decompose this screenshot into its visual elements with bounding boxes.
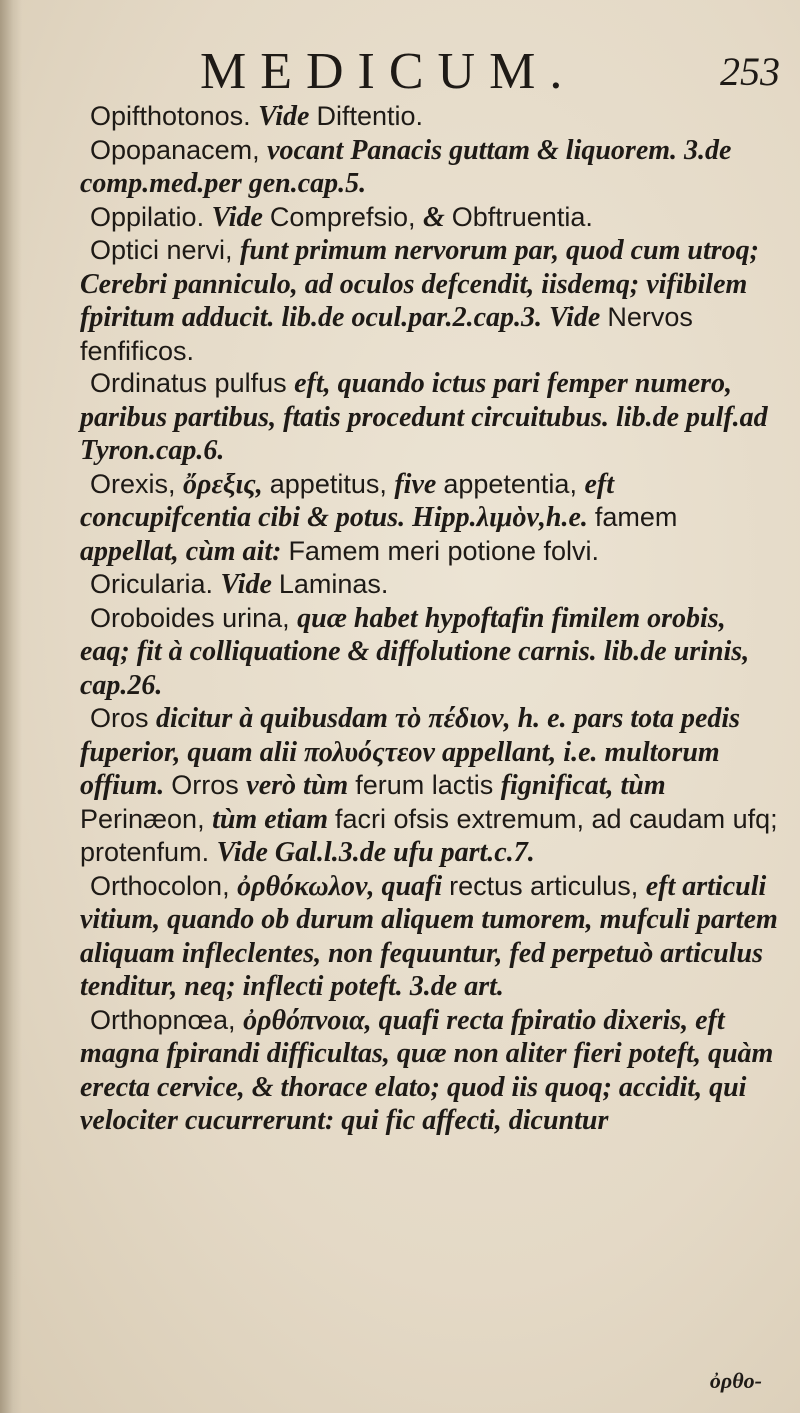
dictionary-entry xyxy=(80,100,780,134)
entry-headword: Oricularia. xyxy=(90,569,221,599)
entry-headword: Oros xyxy=(90,703,157,733)
entry-headword: Oroboides urina, xyxy=(90,602,298,633)
entry-headword: Orexis, xyxy=(90,468,184,499)
dictionary-entries xyxy=(80,96,780,1138)
entry-text: fignificat, tùm xyxy=(500,770,666,801)
entry-headword: Orthocolon, xyxy=(90,870,238,901)
entry-text: famem xyxy=(594,502,678,532)
page-number: 253 xyxy=(720,49,780,94)
entry-headword: Opifthotonos. xyxy=(90,101,259,131)
entry-text: eft articuli vitium, quando ob durum aliquem tumorem, mufculi partem aliquam infleclentes, non fequuntur, fed perpetuò articulus tenditur, neq; inflecti poteft. 3.de art. xyxy=(80,870,778,1002)
entry-text: eft concupifcentia cibi & potus. Hipp.λιμὸν,h.e. xyxy=(80,468,614,533)
entry-text: tùm etiam xyxy=(212,803,335,835)
entry-headword: Opopanacem, xyxy=(90,134,268,165)
dictionary-entry xyxy=(80,870,780,1004)
entry-text: ὀρθόπνοια, quafi recta fpiratio dixeris, eft magna fpirandi difficultas, quæ non aliter fieri poteft, quàm erecta cervice, & thorace elato; quod iis quoq; accidit, qui velociter cucurrerunt: qui fic affecti, dicuntur xyxy=(80,1004,774,1136)
dictionary-entry xyxy=(80,468,780,569)
entry-text: Vide xyxy=(258,101,317,132)
entry-text: Vide Gal.l.3.de ufu part.c.7. xyxy=(216,837,535,868)
entry-text: ferum lactis xyxy=(355,770,501,800)
entry-text: Comprefsio, xyxy=(269,201,423,232)
entry-text: Laminas. xyxy=(278,569,389,599)
dictionary-entry xyxy=(80,134,780,201)
catchword: ὀρθο- xyxy=(709,1368,762,1393)
entry-text: Vide xyxy=(211,201,270,233)
entry-text: Obftruentia. xyxy=(451,201,593,232)
page-spine-shadow xyxy=(0,0,22,1413)
entry-text: appellat, cùm ait: xyxy=(80,535,289,567)
entry-text: five xyxy=(394,468,444,500)
entry-text: dicitur à quibusdam τὸ πέδιον, h. e. pars tota pedis fuperior, quam alii πολυόςτεον appellant, i.e. multorum offium. xyxy=(80,703,741,801)
entry-text: verò tùm xyxy=(246,770,356,801)
page-header xyxy=(200,42,780,102)
running-head: MEDICUM. xyxy=(200,43,577,100)
entry-headword: Ordinatus pulfus xyxy=(90,368,295,398)
entry-text: Diftentio. xyxy=(316,101,424,131)
entry-text: Nervos fenfificos. xyxy=(80,302,693,366)
entry-text: eft, quando ictus pari femper numero, paribus partibus, ftatis procedunt circuitubus. lib.de pulf.ad Tyron.cap.6. xyxy=(80,368,768,466)
entry-text: ὄρεξις, xyxy=(183,468,270,500)
entry-text: Vide xyxy=(220,569,279,600)
dictionary-entry xyxy=(80,602,780,703)
entry-text: Famem meri potione folvi. xyxy=(288,535,600,566)
entry-text: appetentia, xyxy=(443,468,585,499)
entry-text: & xyxy=(422,201,452,233)
entry-text: facri ofsis extremum, ad caudam ufq; protenfum. xyxy=(80,803,778,867)
entry-headword: Optici nervi, xyxy=(90,235,241,265)
dictionary-entry xyxy=(80,234,780,367)
entry-text: ὀρθόκωλον, quafi xyxy=(237,870,450,902)
entry-headword: Orthopnœa, xyxy=(90,1004,244,1035)
entry-text: appetitus, xyxy=(269,468,395,499)
dictionary-entry xyxy=(80,367,780,468)
entry-text: vocant Panacis guttam & liquorem. 3.de comp.med.per gen.cap.5. xyxy=(80,134,732,199)
entry-text: rectus articulus, xyxy=(449,870,646,901)
entry-text: funt primum nervorum par, quod cum utroq; Cerebri panniculo, ad oculos defcendit, iisdemq; vifibilem fpiritum adducit. lib.de ocul.par.2.cap.3. Vide xyxy=(80,235,759,333)
dictionary-entry xyxy=(80,568,780,602)
dictionary-entry xyxy=(80,1004,780,1138)
entry-text: Orros xyxy=(171,770,247,800)
entry-headword: Oppilatio. xyxy=(90,201,212,232)
dictionary-entry xyxy=(80,702,780,870)
entry-text: quæ habet hypoftafin fimilem orobis, eaq; fit à colliquatione & diffolutione carnis. lib.de urinis, cap.26. xyxy=(80,602,750,701)
entry-text: Perinæon, xyxy=(80,803,213,834)
dictionary-entry xyxy=(80,201,780,235)
